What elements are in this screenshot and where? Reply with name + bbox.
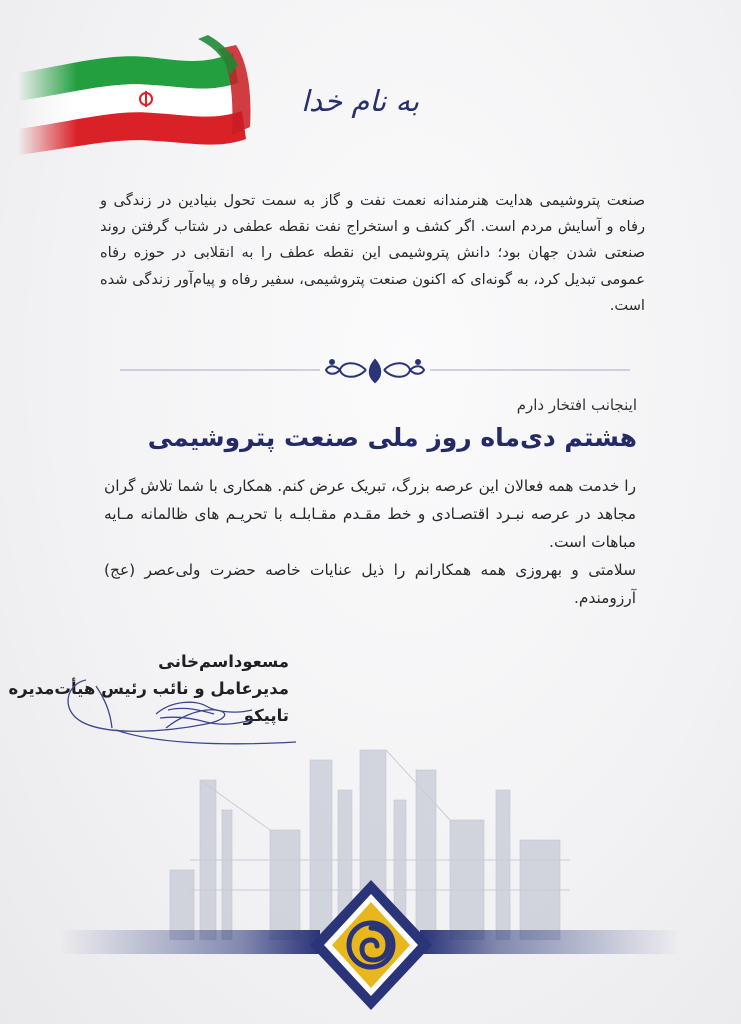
- company-logo-icon: [310, 880, 432, 1010]
- ornament-divider-icon: [120, 352, 630, 388]
- iran-flag-icon: [18, 35, 253, 155]
- pride-line: اینجانب افتخار دارم: [516, 396, 637, 414]
- message-body: [104, 472, 636, 612]
- message-paragraph-2: سلامتی و بهروزی همه همکارانم را ذیل عنایات خاصه حضرت ولی‌عصر (عج) آرزومندم.: [104, 561, 636, 607]
- occasion-headline: هشتم دی‌ماه روز ملی صنعت پتروشیمی: [147, 423, 637, 452]
- signer-title: مدیرعامل و نائب رئیس هیأت‌مدیره: [8, 679, 289, 698]
- footer-band-right: [420, 930, 680, 954]
- handwritten-signature: [56, 670, 306, 750]
- signer-company: تاپیکو: [243, 706, 289, 725]
- message-paragraph-1: را خدمت همه فعالان این عرصه بزرگ، تبریک عرض کنم. همکاری با شما تلاش گران مجاهد در عرصه نبـرد اقتصـادی و خط مقـدم مقـابلـه با تحریـم های ظالمانه مـایه مباهات است.: [104, 477, 636, 551]
- signer-name: مسعوداسم‌خانی: [158, 652, 289, 671]
- intro-paragraph: صنعت پتروشیمی هدایت هنرمندانه نعمت نفت و گاز به سمت تحول بنیادین در زندگی و رفاه و آسایش مردم است. اگر کشف و استخراج نفت نقطه عطفی در شتاب گرفتن روند صنعتی شدن جهان بود؛ دانش پتروشیمی این نقطه عطف را به انقلابی در حوزه رفاه عمومی تبدیل کرد، به گونه‌ای که اکنون صنعت پتروشیمی، سفیر رفاه و پیام‌آور زندگی شده است.: [100, 192, 645, 314]
- footer-band-left: [60, 930, 320, 954]
- basmala-heading: به نام خدا: [300, 84, 420, 118]
